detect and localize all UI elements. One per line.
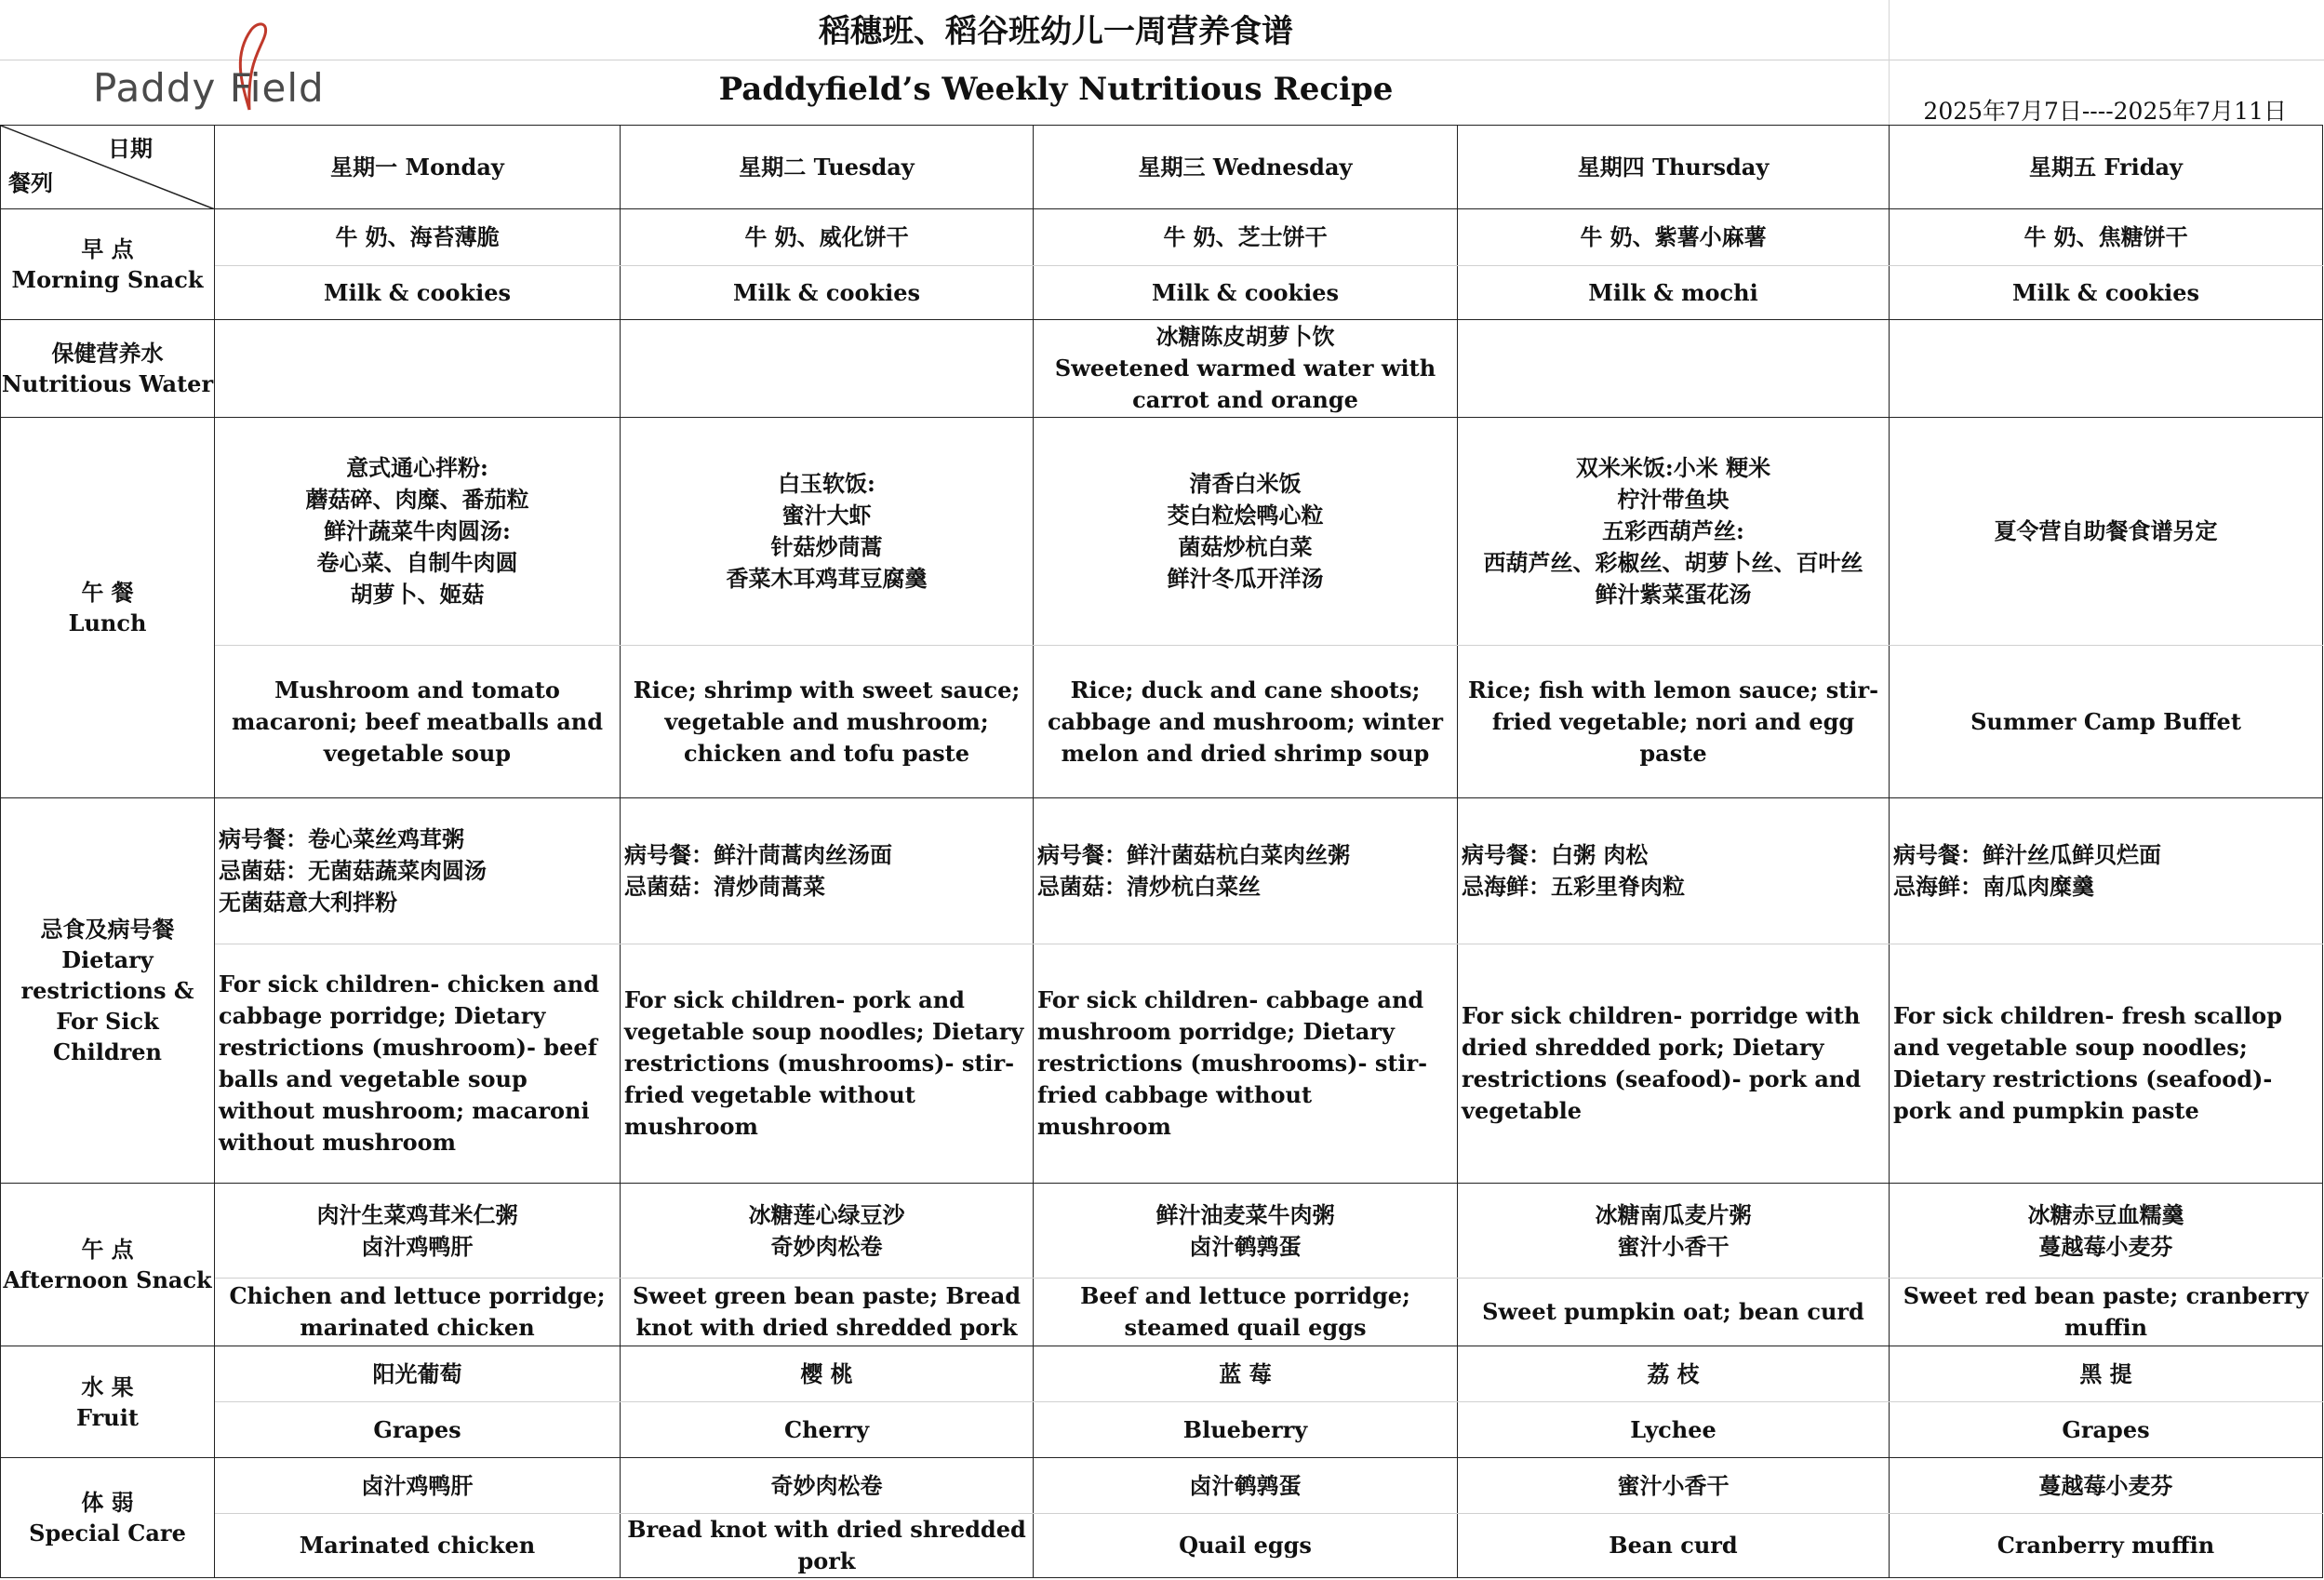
morning-snack-label: 早 点 Morning Snack [1, 209, 215, 320]
special-care-en-thu: Bean curd [1458, 1514, 1890, 1578]
lunch-zh-tue: 白玉软饭: 蜜汁大虾 针菇炒茼蒿 香菜木耳鸡茸豆腐羹 [621, 418, 1034, 646]
day-header-monday: 星期一 Monday [215, 126, 621, 209]
days-header-row [1, 126, 2323, 209]
diet-row-zh [1, 798, 2323, 944]
date-range: 2025年7月7日----2025年7月11日 [1923, 98, 2287, 125]
morning-snack-zh-tue: 牛 奶、威化饼干 [621, 209, 1034, 266]
diet-zh-wed: 病号餐：鲜汁菌菇杭白菜肉丝粥 忌菌菇：清炒杭白菜丝 [1034, 798, 1458, 944]
morning-snack-en-fri: Milk & cookies [1890, 266, 2323, 320]
afternoon-snack-row-zh [1, 1184, 2323, 1279]
morning-snack-row-zh [1, 209, 2323, 266]
afternoon-snack-zh-thu: 冰糖南瓜麦片粥 蜜汁小香干 [1458, 1184, 1890, 1279]
lunch-zh-fri: 夏令营自助餐食谱另定 [1890, 418, 2323, 646]
fruit-en-mon: Grapes [215, 1402, 621, 1458]
diet-zh-fri: 病号餐：鲜汁丝瓜鲜贝烂面 忌海鲜：南瓜肉糜羹 [1890, 798, 2323, 944]
morning-snack-en-wed: Milk & cookies [1034, 266, 1458, 320]
morning-snack-zh-mon: 牛 奶、海苔薄脆 [215, 209, 621, 266]
lunch-en-wed: Rice; duck and cane shoots; cabbage and mushroom; winter melon and dried shrimp soup [1034, 646, 1458, 798]
afternoon-snack-zh-fri: 冰糖赤豆血糯羹 蔓越莓小麦芬 [1890, 1184, 2323, 1279]
corner-meal-label: 餐列 [8, 169, 53, 196]
morning-snack-zh-wed: 牛 奶、芝士饼干 [1034, 209, 1458, 266]
special-care-zh-mon: 卤汁鸡鸭肝 [215, 1458, 621, 1514]
afternoon-snack-en-fri: Sweet red bean paste; cranberry muffin [1890, 1279, 2323, 1346]
special-care-en-tue: Bread knot with dried shredded pork [621, 1514, 1034, 1578]
special-care-en-fri: Cranberry muffin [1890, 1514, 2323, 1578]
logo-text: Paddy Field [93, 65, 325, 111]
fruit-zh-thu: 荔 枝 [1458, 1346, 1890, 1402]
fruit-en-fri: Grapes [1890, 1402, 2323, 1458]
afternoon-snack-row-en [1, 1279, 2323, 1346]
day-header-tuesday: 星期二 Tuesday [621, 126, 1034, 209]
diet-en-thu: For sick children- porridge with dried shredded pork; Dietary restrictions (seafood)- pork and vegetable [1458, 944, 1890, 1184]
morning-snack-en-mon: Milk & cookies [215, 266, 621, 320]
diet-zh-mon: 病号餐：卷心菜丝鸡茸粥 忌菌菇：无菌菇蔬菜肉圆汤 无菌菇意大利拌粉 [215, 798, 621, 944]
special-care-zh-wed: 卤汁鹌鹑蛋 [1034, 1458, 1458, 1514]
nutritious-water-label: 保健营养水 Nutritious Water [1, 320, 215, 418]
fruit-en-thu: Lychee [1458, 1402, 1890, 1458]
morning-snack-zh-thu: 牛 奶、紫薯小麻薯 [1458, 209, 1890, 266]
lunch-en-fri: Summer Camp Buffet [1890, 646, 2323, 798]
diet-en-fri: For sick children- fresh scallop and vegetable soup noodles; Dietary restrictions (seafood)- pork and pumpkin paste [1890, 944, 2323, 1184]
diet-zh-tue: 病号餐：鲜汁茼蒿肉丝汤面 忌菌菇：清炒茼蒿菜 [621, 798, 1034, 944]
lunch-en-mon: Mushroom and tomato macaroni; beef meatballs and vegetable soup [215, 646, 621, 798]
lunch-en-thu: Rice; fish with lemon sauce; stir-fried vegetable; nori and egg paste [1458, 646, 1890, 798]
special-care-zh-fri: 蔓越莓小麦芬 [1890, 1458, 2323, 1514]
special-care-zh-tue: 奇妙肉松卷 [621, 1458, 1034, 1514]
diet-en-tue: For sick children- pork and vegetable soup noodles; Dietary restrictions (mushrooms)- stir-fried vegetable without mushroom [621, 944, 1034, 1184]
special-care-en-wed: Quail eggs [1034, 1514, 1458, 1578]
diet-label: 忌食及病号餐 Dietary restrictions & For Sick Children [1, 798, 215, 1184]
afternoon-snack-label: 午 点 Afternoon Snack [1, 1184, 215, 1346]
lunch-en-tue: Rice; shrimp with sweet sauce; vegetable and mushroom; chicken and tofu paste [621, 646, 1034, 798]
fruit-zh-tue: 樱 桃 [621, 1346, 1034, 1402]
special-care-row-zh [1, 1458, 2323, 1514]
afternoon-snack-zh-mon: 肉汁生菜鸡茸米仁粥 卤汁鸡鸭肝 [215, 1184, 621, 1279]
day-header-wednesday: 星期三 Wednesday [1034, 126, 1458, 209]
morning-snack-zh-fri: 牛 奶、焦糖饼干 [1890, 209, 2323, 266]
fruit-en-wed: Blueberry [1034, 1402, 1458, 1458]
page-title-zh: 稻穗班、稻谷班幼儿一周营养食谱 [819, 13, 1293, 50]
fruit-zh-fri: 黑 提 [1890, 1346, 2323, 1402]
nutritious-water-fri [1890, 320, 2323, 418]
fruit-zh-mon: 阳光葡萄 [215, 1346, 621, 1402]
fruit-zh-wed: 蓝 莓 [1034, 1346, 1458, 1402]
diet-zh-thu: 病号餐：白粥 肉松 忌海鲜：五彩里脊肉粒 [1458, 798, 1890, 944]
afternoon-snack-zh-tue: 冰糖莲心绿豆沙 奇妙肉松卷 [621, 1184, 1034, 1279]
page-title-en: Paddyfield’s Weekly Nutritious Recipe [718, 71, 1394, 108]
lunch-row-zh [1, 418, 2323, 646]
day-header-friday: 星期五 Friday [1890, 126, 2323, 209]
morning-snack-row-en [1, 266, 2323, 320]
lunch-zh-wed: 清香白米饭 茭白粒烩鸭心粒 菌菇炒杭白菜 鲜汁冬瓜开洋汤 [1034, 418, 1458, 646]
lunch-label: 午 餐 Lunch [1, 418, 215, 798]
diet-en-wed: For sick children- cabbage and mushroom porridge; Dietary restrictions (mushrooms)- stir-fried cabbage without mushroom [1034, 944, 1458, 1184]
corner-cell [1, 126, 215, 209]
special-care-row-en [1, 1514, 2323, 1578]
afternoon-snack-en-thu: Sweet pumpkin oat; bean curd [1458, 1279, 1890, 1346]
afternoon-snack-en-mon: Chichen and lettuce porridge; marinated chicken [215, 1279, 621, 1346]
afternoon-snack-en-wed: Beef and lettuce porridge; steamed quail eggs [1034, 1279, 1458, 1346]
special-care-en-mon: Marinated chicken [215, 1514, 621, 1578]
afternoon-snack-zh-wed: 鲜汁油麦菜牛肉粥 卤汁鹌鹑蛋 [1034, 1184, 1458, 1279]
special-care-zh-thu: 蜜汁小香干 [1458, 1458, 1890, 1514]
day-header-thursday: 星期四 Thursday [1458, 126, 1890, 209]
nutritious-water-tue [621, 320, 1034, 418]
special-care-label: 体 弱 Special Care [1, 1458, 215, 1578]
fruit-en-tue: Cherry [621, 1402, 1034, 1458]
lunch-zh-mon: 意式通心拌粉: 蘑菇碎、肉糜、番茄粒 鲜汁蔬菜牛肉圆汤: 卷心菜、自制牛肉圆 胡萝卜、姬菇 [215, 418, 621, 646]
diet-row-en [1, 944, 2323, 1184]
diet-en-mon: For sick children- chicken and cabbage porridge; Dietary restrictions (mushroom)- beef balls and vegetable soup without mushroom; macaroni without mushroom [215, 944, 621, 1184]
weekly-menu-table [0, 125, 2323, 1578]
nutritious-water-mon [215, 320, 621, 418]
nutritious-water-wed: 冰糖陈皮胡萝卜饮 Sweetened warmed water with carrot and orange [1034, 320, 1458, 418]
corner-date-label: 日期 [108, 135, 153, 162]
afternoon-snack-en-tue: Sweet green bean paste; Bread knot with dried shredded pork [621, 1279, 1034, 1346]
fruit-label: 水 果 Fruit [1, 1346, 215, 1458]
lunch-row-en [1, 646, 2323, 798]
morning-snack-en-tue: Milk & cookies [621, 266, 1034, 320]
nutritious-water-row [1, 320, 2323, 418]
lunch-zh-thu: 双米米饭:小米 粳米 柠汁带鱼块 五彩西葫芦丝: 西葫芦丝、彩椒丝、胡萝卜丝、百叶丝 鲜汁紫菜蛋花汤 [1458, 418, 1890, 646]
morning-snack-en-thu: Milk & mochi [1458, 266, 1890, 320]
nutritious-water-thu [1458, 320, 1890, 418]
fruit-row-en [1, 1402, 2323, 1458]
fruit-row-zh [1, 1346, 2323, 1402]
